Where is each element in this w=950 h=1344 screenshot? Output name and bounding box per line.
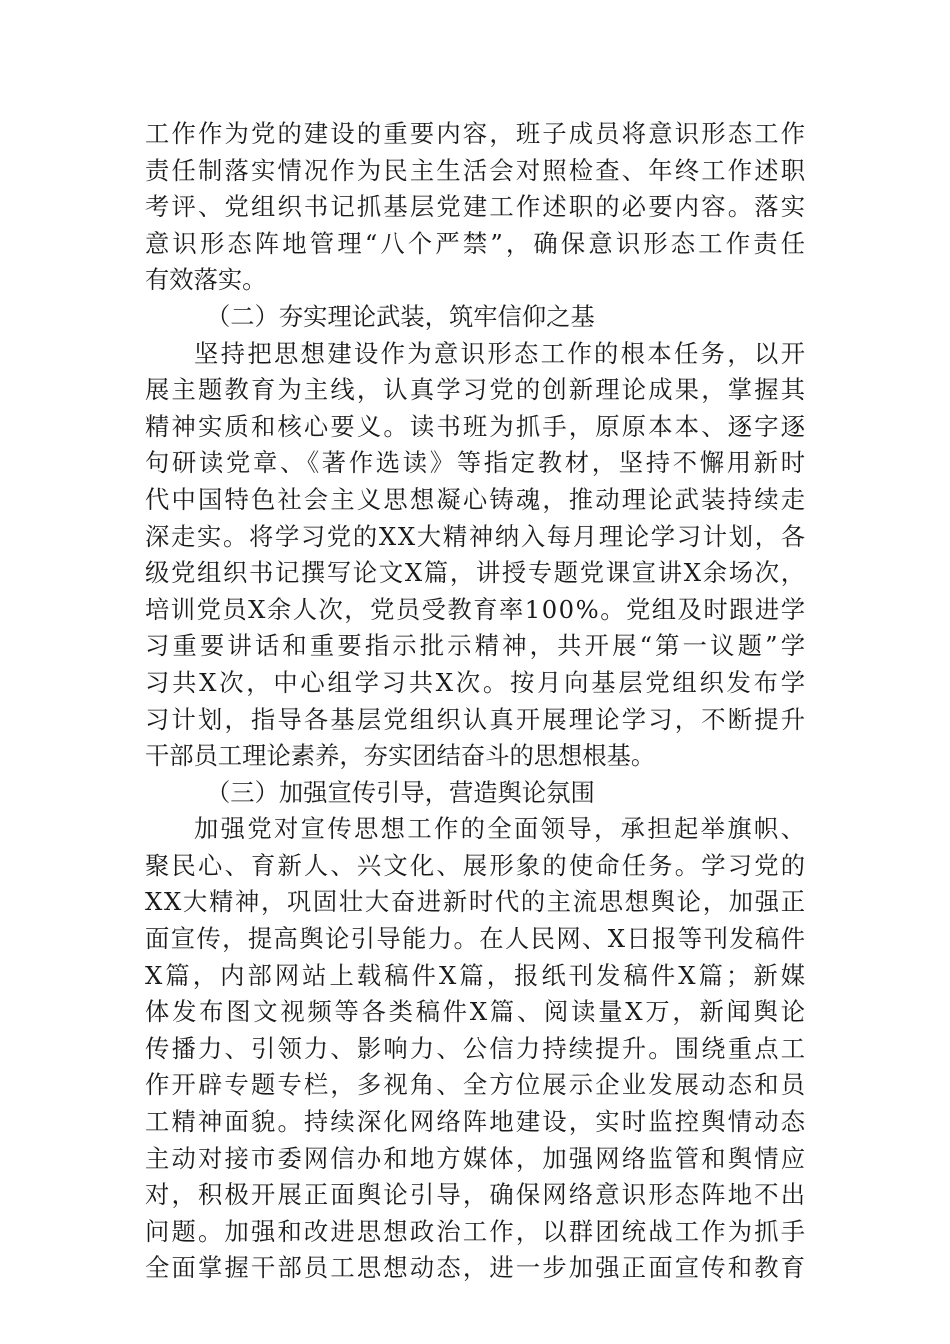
text-line: 深走实。将学习党的XX大精神纳入每月理论学习计划，各 [145,521,807,551]
text-line: 句研读党章、《著作选读》等指定教材，坚持不懈用新时 [145,448,808,478]
text-line: 责任制落实情况作为民主生活会对照检查、年终工作述职 [145,155,808,185]
paragraph-theory [145,336,809,775]
paragraph-publicity [145,811,809,1287]
text-line: 体发布图文视频等各类稿件X篇、阅读量X万，新闻舆论 [145,997,808,1027]
text-line: 全面掌握干部员工思想动态，进一步加强正面宣传和教育 [145,1253,808,1283]
paragraph-continued [145,116,809,299]
text-line: 考评、党组织书记抓基层党建工作述职的必要内容。落实 [145,192,808,222]
text-line: 意识形态阵地管理“八个严禁”，确保意识形态工作责任 [145,228,809,258]
text-line: 干部员工理论素养，夯实团结奋斗的思想根基。 [145,741,656,771]
text-line: 主动对接市委网信办和地方媒体，加强网络监管和舆情应 [145,1143,808,1173]
section-heading-3: （三）加强宣传引导，营造舆论氛围 [206,777,595,807]
text-line: 培训党员X余人次，党员受教育率100%。党组及时跟进学 [145,594,807,624]
section-heading-2: （二）夯实理论武装，筑牢信仰之基 [206,301,595,331]
text-line: 习计划，指导各基层党组织认真开展理论学习，不断提升 [145,704,808,734]
text-line: 坚持把思想建设作为意识形态工作的根本任务，以开 [194,338,808,368]
text-line: 对，积极开展正面舆论引导，确保网络意识形态阵地不出 [145,1180,808,1210]
text-line: 传播力、引领力、影响力、公信力持续提升。围绕重点工 [145,1033,808,1063]
text-line: 习重要讲话和重要指示批示精神，共开展“第一议题”学 [145,631,809,661]
text-line: 加强党对宣传思想工作的全面领导，承担起举旗帜、 [194,814,808,844]
text-line: XX大精神，巩固壮大奋进新时代的主流思想舆论，加强正 [145,887,807,917]
text-line: 有效落实。 [145,265,267,295]
text-line: 工精神面貌。持续深化网络阵地建设，实时监控舆情动态 [145,1107,808,1137]
text-line: 工作作为党的建设的重要内容，班子成员将意识形态工作 [145,119,808,148]
document-body [145,116,809,1287]
text-line: 面宣传，提高舆论引导能力。在人民网、X日报等刊发稿件 [145,924,807,954]
text-line: X篇，内部网站上载稿件X篇，报纸刊发稿件X篇；新媒 [145,960,809,990]
text-line: 聚民心、育新人、兴文化、展形象的使命任务。学习党的 [145,850,808,880]
text-line: 展主题教育为主线，认真学习党的创新理论成果，掌握其 [145,375,808,405]
text-line: 代中国特色社会主义思想凝心铸魂，推动理论武装持续走 [145,484,808,514]
text-line: 级党组织书记撰写论文X篇，讲授专题党课宣讲X余场次， [145,558,807,588]
text-line: 精神实质和核心要义。读书班为抓手，原原本本、逐字逐 [145,411,808,441]
text-line: 作开辟专题专栏，多视角、全方位展示企业发展动态和员 [145,1070,808,1100]
text-line: 问题。加强和改进思想政治工作，以群团统战工作为抓手 [145,1216,808,1246]
text-line: 习共X次，中心组学习共X次。按月向基层党组织发布学 [145,667,808,697]
